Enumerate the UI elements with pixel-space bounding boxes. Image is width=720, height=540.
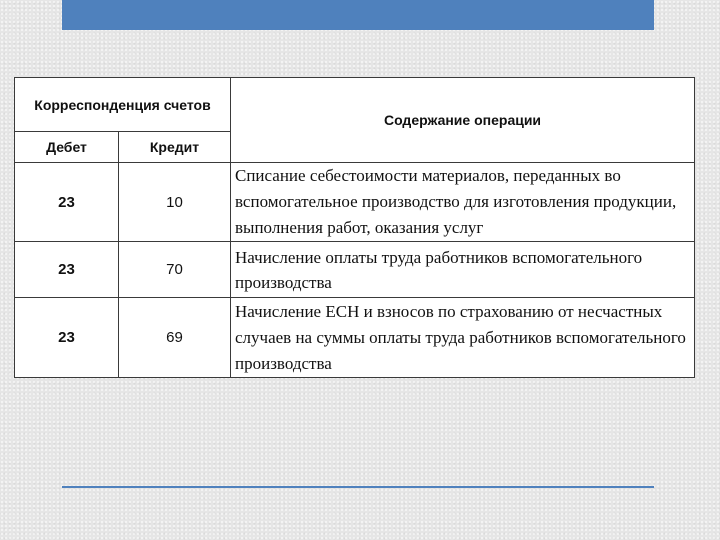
table-row: [15, 163, 695, 242]
header-row: [15, 78, 695, 132]
header-debit: Дебет: [15, 132, 119, 163]
table-row: [15, 298, 695, 378]
debit-cell: 23: [15, 163, 119, 242]
title-bar: [62, 0, 654, 30]
debit-cell: 23: [15, 242, 119, 298]
credit-cell: 70: [119, 242, 231, 298]
description-cell: Начисление оплаты труда работников вспомогательного производства: [231, 242, 695, 298]
header-correspondence: Корреспонденция счетов: [15, 78, 231, 132]
table-row: [15, 242, 695, 298]
description-cell: Начисление ЕСН и взносов по страхованию от несчастных случаев на суммы оплаты труда работников вспомогательного производства: [231, 298, 695, 378]
debit-cell: 23: [15, 298, 119, 378]
footer-divider: [62, 486, 654, 488]
credit-cell: 10: [119, 163, 231, 242]
description-cell: Списание себестоимости материалов, переданных во вспомогательное производство для изготовления продукции, выполнения работ, оказания услуг: [231, 163, 695, 242]
header-content: Содержание операции: [231, 78, 695, 163]
credit-cell: 69: [119, 298, 231, 378]
accounting-table: [14, 77, 695, 378]
header-credit: Кредит: [119, 132, 231, 163]
